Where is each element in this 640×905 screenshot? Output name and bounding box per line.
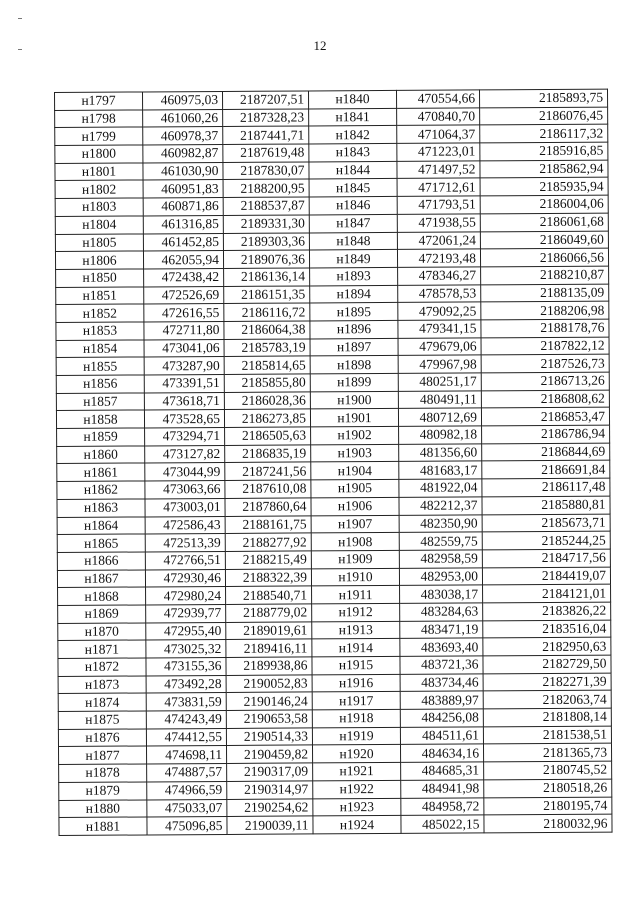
point-id-left-cell: н1861 [57, 463, 145, 481]
point-id-left-cell: н1865 [57, 534, 145, 552]
x-right-cell: 482559,75 [399, 532, 482, 550]
x-left-cell: 472526,69 [144, 286, 224, 304]
point-id-left-cell: н1857 [56, 393, 144, 411]
x-right-cell: 471064,37 [397, 125, 480, 143]
x-left-cell: 473025,32 [146, 640, 226, 658]
point-id-right-cell: н1906 [311, 497, 399, 515]
y-right-cell: 2184419,07 [482, 567, 610, 585]
y-right-cell: 2187526,73 [481, 354, 609, 372]
x-right-cell: 480251,17 [398, 373, 481, 391]
y-left-cell: 2187328,23 [223, 109, 309, 127]
y-right-cell: 2187822,12 [481, 337, 609, 355]
point-id-left-cell: н1803 [55, 198, 143, 216]
y-left-cell: 2190039,11 [227, 816, 313, 834]
y-left-cell: 2189019,61 [226, 622, 312, 640]
point-id-right-cell: н1904 [311, 462, 399, 480]
point-id-left-cell: н1881 [59, 817, 147, 835]
point-id-right-cell: н1846 [309, 197, 397, 215]
x-right-cell: 472193,48 [397, 249, 480, 267]
x-left-cell: 460951,83 [143, 180, 223, 198]
y-left-cell: 2186136,14 [224, 268, 310, 286]
point-id-left-cell: н1853 [56, 322, 144, 340]
y-right-cell: 2183516,04 [483, 620, 611, 638]
x-left-cell: 473492,28 [146, 675, 226, 693]
y-right-cell: 2181538,51 [483, 726, 611, 744]
x-right-cell: 484511,61 [400, 727, 483, 745]
y-left-cell: 2186273,85 [224, 409, 310, 427]
y-left-cell: 2189303,36 [223, 232, 309, 250]
x-left-cell: 473127,82 [145, 445, 225, 463]
y-right-cell: 2185893,75 [479, 89, 607, 107]
y-left-cell: 2187441,71 [223, 126, 309, 144]
point-id-right-cell: н1913 [312, 621, 400, 639]
y-right-cell: 2186786,94 [482, 425, 610, 443]
x-right-cell: 479341,15 [398, 320, 481, 338]
y-right-cell: 2186049,60 [480, 231, 608, 249]
point-id-right-cell: н1898 [310, 356, 398, 374]
y-right-cell: 2186853,47 [481, 407, 609, 425]
point-id-right-cell: н1847 [309, 214, 397, 232]
point-id-left-cell: н1856 [56, 375, 144, 393]
point-id-right-cell: н1901 [310, 409, 398, 427]
point-id-left-cell: н1876 [58, 729, 146, 747]
x-left-cell: 472711,80 [144, 321, 224, 339]
y-right-cell: 2182729,50 [483, 655, 611, 673]
point-id-right-cell: н1894 [310, 285, 398, 303]
x-left-cell: 473831,59 [146, 693, 226, 711]
x-left-cell: 475033,07 [147, 799, 227, 817]
point-id-right-cell: н1903 [311, 444, 399, 462]
y-left-cell: 2187860,64 [225, 498, 311, 516]
x-left-cell: 472955,40 [146, 622, 226, 640]
point-id-left-cell: н1852 [56, 304, 144, 322]
point-id-left-cell: н1871 [58, 640, 146, 658]
y-right-cell: 2186808,62 [481, 390, 609, 408]
point-id-left-cell: н1798 [55, 110, 143, 128]
point-id-right-cell: н1911 [312, 586, 400, 604]
y-right-cell: 2188210,87 [481, 266, 609, 284]
point-id-left-cell: н1797 [55, 92, 143, 110]
x-left-cell: 472616,55 [144, 304, 224, 322]
point-id-right-cell: н1899 [310, 373, 398, 391]
y-right-cell: 2183826,22 [483, 602, 611, 620]
point-id-left-cell: н1873 [58, 676, 146, 694]
y-left-cell: 2190514,33 [226, 728, 312, 746]
scan-mark-top [18, 18, 22, 19]
x-left-cell: 474887,57 [147, 764, 227, 782]
y-right-cell: 2186117,32 [480, 124, 608, 142]
y-left-cell: 2188161,75 [225, 515, 311, 533]
x-right-cell: 483038,17 [400, 585, 483, 603]
point-id-left-cell: н1862 [57, 481, 145, 499]
x-left-cell: 474412,55 [146, 728, 226, 746]
y-left-cell: 2186505,63 [225, 427, 311, 445]
x-right-cell: 483889,97 [400, 691, 483, 709]
point-id-right-cell: н1843 [309, 143, 397, 161]
x-left-cell: 460978,37 [143, 127, 223, 145]
point-id-left-cell: н1806 [55, 251, 143, 269]
y-left-cell: 2188277,92 [225, 533, 311, 551]
y-right-cell: 2185244,25 [482, 531, 610, 549]
y-right-cell: 2185880,81 [482, 496, 610, 514]
y-left-cell: 2189076,36 [223, 250, 309, 268]
y-left-cell: 2186835,19 [225, 445, 311, 463]
y-left-cell: 2189416,11 [226, 639, 312, 657]
point-id-left-cell: н1875 [58, 711, 146, 729]
y-right-cell: 2188178,76 [481, 319, 609, 337]
y-right-cell: 2185673,71 [482, 514, 610, 532]
y-right-cell: 2181365,73 [483, 744, 611, 762]
coordinates-table [54, 89, 613, 836]
x-left-cell: 473294,71 [145, 428, 225, 446]
x-right-cell: 481683,17 [399, 461, 482, 479]
x-right-cell: 471793,51 [397, 196, 480, 214]
table-row [59, 814, 612, 835]
x-left-cell: 472930,46 [145, 569, 225, 587]
point-id-right-cell: н1917 [312, 692, 400, 710]
x-left-cell: 472980,24 [146, 587, 226, 605]
y-left-cell: 2186064,38 [224, 321, 310, 339]
x-left-cell: 474966,59 [147, 781, 227, 799]
y-right-cell: 2181808,14 [483, 708, 611, 726]
x-right-cell: 480982,18 [399, 426, 482, 444]
x-left-cell: 473287,90 [144, 357, 224, 375]
x-right-cell: 482350,90 [399, 514, 482, 532]
x-right-cell: 484941,98 [401, 780, 484, 798]
y-right-cell: 2180032,96 [484, 814, 612, 832]
x-right-cell: 471712,61 [397, 178, 480, 196]
x-right-cell: 482212,37 [399, 497, 482, 515]
y-left-cell: 2190459,82 [226, 745, 312, 763]
y-right-cell: 2186004,06 [480, 195, 608, 213]
point-id-right-cell: н1920 [312, 745, 400, 763]
x-left-cell: 474243,49 [146, 711, 226, 729]
point-id-left-cell: н1867 [57, 570, 145, 588]
point-id-right-cell: н1912 [312, 603, 400, 621]
x-left-cell: 473044,99 [145, 463, 225, 481]
point-id-right-cell: н1910 [311, 568, 399, 586]
x-right-cell: 484958,72 [401, 797, 484, 815]
y-left-cell: 2189331,30 [223, 215, 309, 233]
point-id-left-cell: н1880 [59, 799, 147, 817]
y-right-cell: 2182950,63 [483, 637, 611, 655]
point-id-left-cell: н1878 [59, 764, 147, 782]
y-left-cell: 2187241,56 [225, 462, 311, 480]
point-id-right-cell: н1900 [310, 391, 398, 409]
x-left-cell: 474698,11 [146, 746, 226, 764]
y-right-cell: 2182271,39 [483, 673, 611, 691]
point-id-left-cell: н1799 [55, 127, 143, 145]
y-left-cell: 2190317,09 [227, 763, 313, 781]
point-id-left-cell: н1863 [57, 499, 145, 517]
y-left-cell: 2190254,62 [227, 798, 313, 816]
x-right-cell: 485022,15 [401, 815, 484, 833]
y-left-cell: 2188540,71 [226, 586, 312, 604]
point-id-right-cell: н1848 [309, 232, 397, 250]
x-left-cell: 475096,85 [147, 817, 227, 835]
point-id-left-cell: н1804 [55, 216, 143, 234]
y-right-cell: 2186061,68 [480, 213, 608, 231]
point-id-right-cell: н1918 [312, 709, 400, 727]
point-id-left-cell: н1854 [56, 340, 144, 358]
point-id-left-cell: н1869 [58, 605, 146, 623]
point-id-left-cell: н1858 [56, 410, 144, 428]
x-right-cell: 483693,40 [400, 638, 483, 656]
y-left-cell: 2187619,48 [223, 144, 309, 162]
point-id-right-cell: н1897 [310, 338, 398, 356]
point-id-left-cell: н1850 [56, 269, 144, 287]
point-id-left-cell: н1872 [58, 658, 146, 676]
y-left-cell: 2185855,80 [224, 374, 310, 392]
point-id-left-cell: н1855 [56, 357, 144, 375]
point-id-right-cell: н1905 [311, 480, 399, 498]
point-id-left-cell: н1864 [57, 516, 145, 534]
point-id-right-cell: н1909 [311, 550, 399, 568]
point-id-left-cell: н1866 [57, 552, 145, 570]
coordinates-table-body [55, 89, 613, 835]
y-left-cell: 2188322,39 [225, 568, 311, 586]
x-left-cell: 461060,26 [143, 109, 223, 127]
point-id-right-cell: н1902 [311, 426, 399, 444]
x-right-cell: 479092,25 [398, 302, 481, 320]
x-left-cell: 472513,39 [145, 534, 225, 552]
x-left-cell: 473155,36 [146, 657, 226, 675]
point-id-right-cell: н1849 [309, 250, 397, 268]
x-right-cell: 470840,70 [397, 108, 480, 126]
y-left-cell: 2185783,19 [224, 339, 310, 357]
y-right-cell: 2184717,56 [482, 549, 610, 567]
x-right-cell: 484256,08 [400, 709, 483, 727]
x-right-cell: 484634,16 [400, 744, 483, 762]
y-left-cell: 2187830,07 [223, 162, 309, 180]
x-right-cell: 472061,24 [397, 231, 480, 249]
point-id-right-cell: н1845 [309, 179, 397, 197]
y-right-cell: 2188135,09 [481, 284, 609, 302]
x-right-cell: 483721,36 [400, 656, 483, 674]
point-id-right-cell: н1919 [312, 727, 400, 745]
point-id-right-cell: н1908 [311, 533, 399, 551]
y-right-cell: 2180195,74 [484, 797, 612, 815]
x-right-cell: 481356,60 [399, 444, 482, 462]
x-left-cell: 473618,71 [144, 392, 224, 410]
y-left-cell: 2187207,51 [222, 91, 308, 109]
x-left-cell: 473003,01 [145, 498, 225, 516]
point-id-right-cell: н1844 [309, 161, 397, 179]
x-right-cell: 480491,11 [398, 391, 481, 409]
y-left-cell: 2186151,35 [224, 286, 310, 304]
point-id-left-cell: н1870 [58, 623, 146, 641]
y-right-cell: 2186066,56 [480, 248, 608, 266]
point-id-left-cell: н1851 [56, 287, 144, 305]
x-right-cell: 484685,31 [401, 762, 484, 780]
page-number: 12 [313, 38, 327, 53]
x-right-cell: 478578,53 [398, 284, 481, 302]
x-left-cell: 473391,51 [144, 374, 224, 392]
y-left-cell: 2186116,72 [224, 303, 310, 321]
x-right-cell: 479967,98 [398, 355, 481, 373]
y-right-cell: 2188206,98 [481, 301, 609, 319]
point-id-left-cell: н1877 [59, 746, 147, 764]
x-right-cell: 483734,46 [400, 674, 483, 692]
x-right-cell: 483284,63 [400, 603, 483, 621]
x-left-cell: 473041,06 [144, 339, 224, 357]
y-right-cell: 2185935,94 [480, 178, 608, 196]
point-id-right-cell: н1841 [309, 108, 397, 126]
x-left-cell: 473063,66 [145, 481, 225, 499]
y-left-cell: 2190052,83 [226, 675, 312, 693]
y-right-cell: 2182063,74 [483, 690, 611, 708]
x-right-cell: 471938,55 [397, 214, 480, 232]
x-left-cell: 472586,43 [145, 516, 225, 534]
x-left-cell: 460871,86 [143, 198, 223, 216]
point-id-right-cell: н1896 [310, 320, 398, 338]
y-right-cell: 2185916,85 [480, 142, 608, 160]
y-right-cell: 2186076,45 [480, 107, 608, 125]
x-right-cell: 481922,04 [399, 479, 482, 497]
point-id-right-cell: н1907 [311, 515, 399, 533]
y-right-cell: 2185862,94 [480, 160, 608, 178]
x-right-cell: 482953,00 [399, 567, 482, 585]
x-right-cell: 479679,06 [398, 338, 481, 356]
point-id-left-cell: н1800 [55, 145, 143, 163]
y-left-cell: 2185814,65 [224, 356, 310, 374]
x-right-cell: 471497,52 [397, 161, 480, 179]
y-left-cell: 2189938,86 [226, 657, 312, 675]
x-left-cell: 460975,03 [143, 91, 223, 109]
point-id-right-cell: н1916 [312, 674, 400, 692]
point-id-right-cell: н1923 [313, 798, 401, 816]
y-left-cell: 2188779,02 [226, 604, 312, 622]
point-id-left-cell: н1868 [58, 587, 146, 605]
point-id-right-cell: н1922 [313, 780, 401, 798]
x-right-cell: 480712,69 [398, 408, 481, 426]
y-right-cell: 2186117,48 [482, 478, 610, 496]
point-id-left-cell: н1874 [58, 693, 146, 711]
y-left-cell: 2190146,24 [226, 692, 312, 710]
x-left-cell: 462055,94 [143, 251, 223, 269]
y-left-cell: 2186028,36 [224, 392, 310, 410]
x-left-cell: 461030,90 [143, 162, 223, 180]
point-id-left-cell: н1805 [55, 233, 143, 251]
point-id-right-cell: н1921 [313, 763, 401, 781]
x-left-cell: 461452,85 [143, 233, 223, 251]
x-left-cell: 472939,77 [146, 604, 226, 622]
x-left-cell: 461316,85 [143, 215, 223, 233]
point-id-right-cell: н1840 [308, 90, 396, 108]
point-id-right-cell: н1842 [309, 126, 397, 144]
x-right-cell: 478346,27 [398, 267, 481, 285]
point-id-left-cell: н1879 [59, 782, 147, 800]
point-id-left-cell: н1859 [57, 428, 145, 446]
x-right-cell: 482958,59 [399, 550, 482, 568]
point-id-right-cell: н1895 [310, 303, 398, 321]
y-left-cell: 2188537,87 [223, 197, 309, 215]
y-right-cell: 2186844,69 [482, 443, 610, 461]
y-right-cell: 2180518,26 [484, 779, 612, 797]
x-left-cell: 472766,51 [145, 551, 225, 569]
y-left-cell: 2187610,08 [225, 480, 311, 498]
y-left-cell: 2190653,58 [226, 710, 312, 728]
y-right-cell: 2180745,52 [484, 761, 612, 779]
x-left-cell: 460982,87 [143, 145, 223, 163]
point-id-left-cell: н1801 [55, 163, 143, 181]
y-right-cell: 2186713,26 [481, 372, 609, 390]
y-left-cell: 2188200,95 [223, 179, 309, 197]
point-id-right-cell: н1924 [313, 816, 401, 834]
x-right-cell: 470554,66 [396, 90, 479, 108]
point-id-right-cell: н1914 [312, 639, 400, 657]
point-id-left-cell: н1860 [57, 446, 145, 464]
point-id-left-cell: н1802 [55, 180, 143, 198]
x-left-cell: 473528,65 [144, 410, 224, 428]
x-left-cell: 472438,42 [144, 268, 224, 286]
point-id-right-cell: н1915 [312, 656, 400, 674]
y-left-cell: 2188215,49 [225, 551, 311, 569]
x-right-cell: 471223,01 [397, 143, 480, 161]
point-id-right-cell: н1893 [310, 267, 398, 285]
y-left-cell: 2190314,97 [227, 781, 313, 799]
y-right-cell: 2186691,84 [482, 461, 610, 479]
x-right-cell: 483471,19 [400, 621, 483, 639]
y-right-cell: 2184121,01 [483, 584, 611, 602]
